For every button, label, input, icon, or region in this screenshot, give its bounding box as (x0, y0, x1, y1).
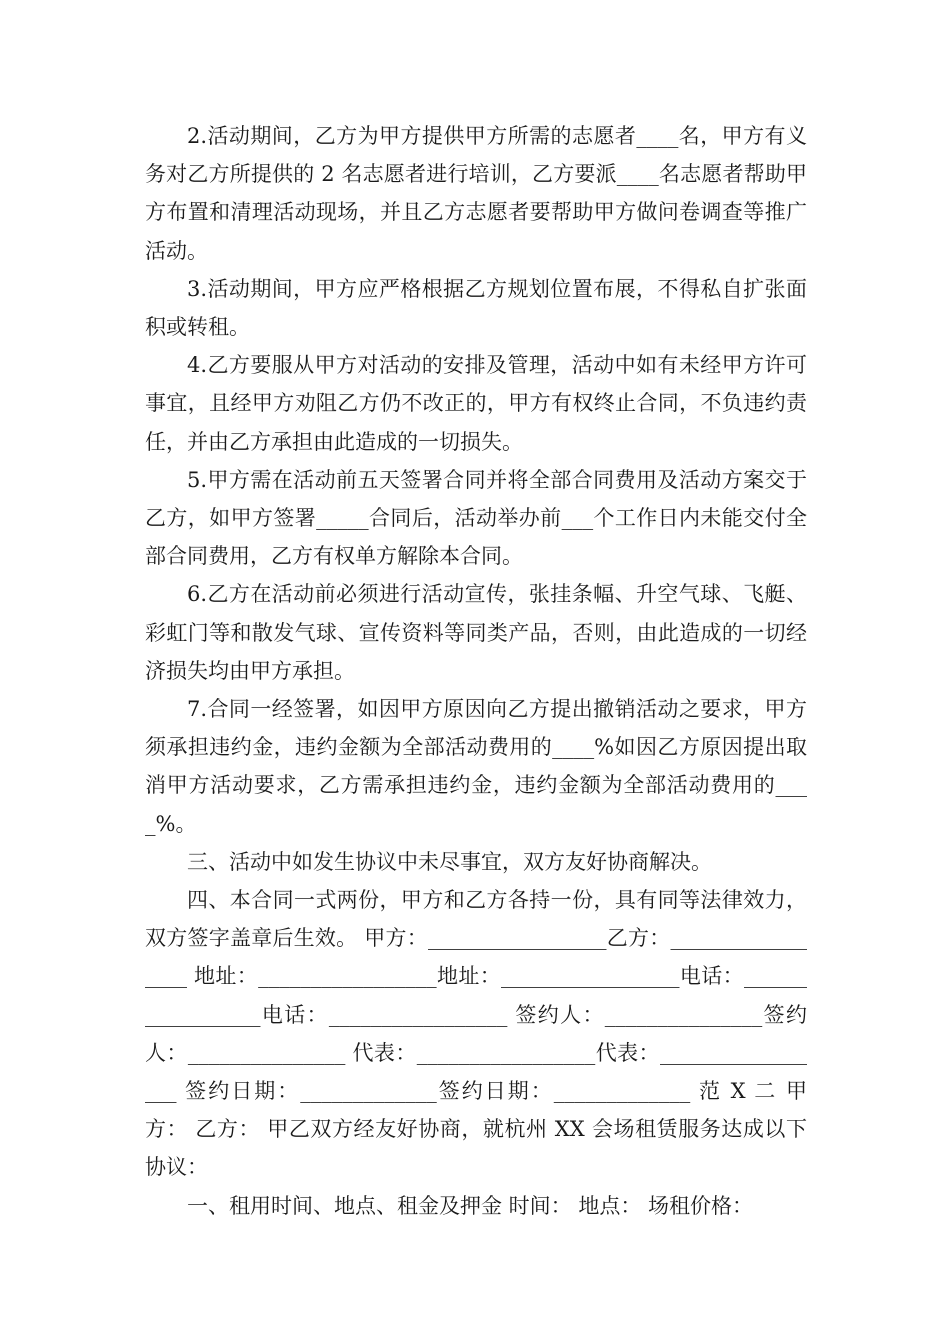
section-4-signatures: 四、本合同一式两份，甲方和乙方各持一份，具有同等法律效力，双方签字盖章后生效。 甲方：_________________乙方：_________________ 地址：_________________地址：_________________电话：_________________电话：_________________ 签约人：_______________签约人：_______________ 代表：_________________代表：_________________ 签约日期：_____________签约日期：_____________ 范 X 二 甲方： 乙方： 甲乙双方经友好协商，就杭州 XX 会场租赁服务达成以下协议： (145, 888, 807, 1180)
section-3-unresolved-matters: 三、活动中如发生协议中未尽事宜，双方友好协商解决。 (187, 849, 712, 874)
section-1-rental-terms: 一、租用时间、地点、租金及押金 时间： 地点： 场租价格： (187, 1193, 754, 1218)
clause-5-payment: 5.甲方需在活动前五天签署合同并将全部合同费用及活动方案交于乙方，如甲方签署_____合同后，活动举办前___个工作日内未能交付全部合同费用，乙方有权单方解除本合同。 (145, 467, 807, 569)
clause-2-volunteers: 2.活动期间，乙方为甲方提供甲方所需的志愿者____名，甲方有义务对乙方所提供的 2 名志愿者进行培训，乙方要派____名志愿者帮助甲方布置和清理活动现场，并且乙方志愿者要帮助甲方做问卷调查等推广活动。 (145, 124, 807, 263)
clause-7-penalty: 7.合同一经签署，如因甲方原因向乙方提出撤销活动之要求，甲方须承担违约金，违约金额为全部活动费用的____%如因乙方原因提出取消甲方活动要求，乙方需承担违约金，违约金额为全部活动费用的____%。 (145, 697, 807, 836)
contract-body (145, 117, 807, 1225)
clause-6-promotion: 6.乙方在活动前必须进行活动宣传，张挂条幅、升空气球、飞艇、彩虹门等和散发气球、宣传资料等同类产品，否则，由此造成的一切经济损失均由甲方承担。 (145, 582, 807, 683)
clause-4-management: 4.乙方要服从甲方对活动的安排及管理，活动中如有未经甲方许可事宜，且经甲方劝阻乙方仍不改正的，甲方有权终止合同，不负违约责任，并由乙方承担由此造成的一切损失。 (145, 353, 807, 454)
clause-3-booth-layout: 3.活动期间，甲方应严格根据乙方规划位置布展，不得私自扩张面积或转租。 (145, 276, 807, 340)
